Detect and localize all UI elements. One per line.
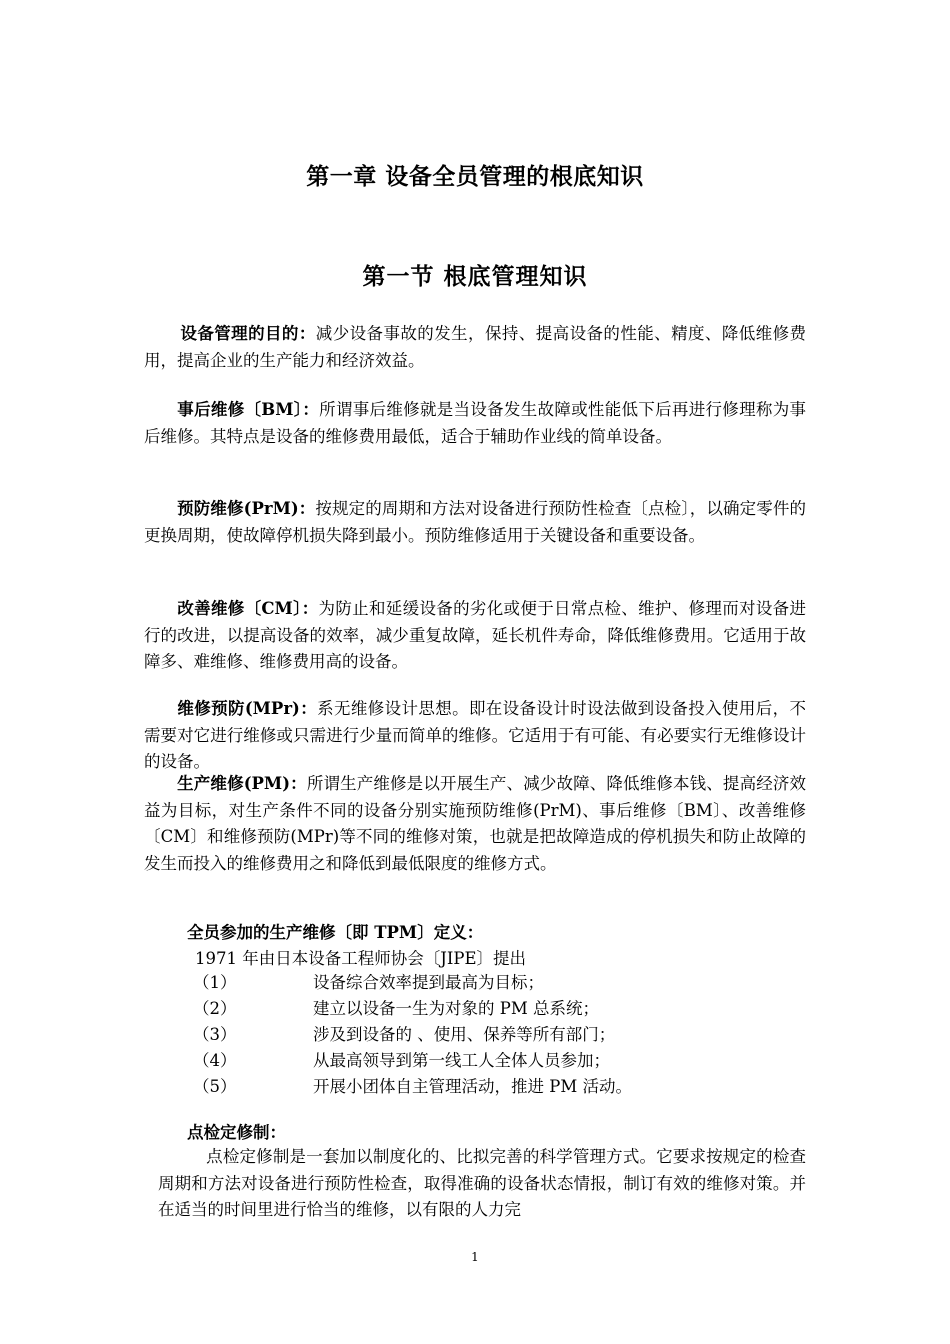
list-item — [193, 996, 632, 1022]
list-item-text: 建立以设备一生为对象的 PM 总系统； — [313, 999, 599, 1018]
list-item — [193, 970, 632, 996]
term-prm: 预防维修(PrM)： — [177, 499, 316, 518]
list-item-number: （4） — [193, 1051, 237, 1070]
chapter-title: 第一章 设备全员管理的根底知识 — [306, 164, 644, 190]
term-purpose: 设备管理的目的： — [180, 324, 316, 343]
text-bm: 所谓事后维修就是当设备发生故障或性能低下后再进行修理称为事后维修。其特点是设备的维修费用最低，适合于辅助作业线的简单设备。 — [144, 400, 807, 446]
text-prm: 按规定的周期和方法对设备进行预防性检查〔点检〕，以确定零件的更换周期，使故障停机损失降到最小。预防维修适用于关键设备和重要设备。 — [144, 499, 806, 545]
dianjian-paragraph — [158, 1144, 806, 1224]
term-bm: 事后维修〔BM〕： — [177, 400, 320, 419]
list-item-number: （1） — [193, 973, 237, 992]
term-pm: 生产维修(PM)： — [177, 774, 307, 793]
dianjian-title: 点检定修制： — [187, 1123, 286, 1142]
paragraph-cm — [144, 596, 806, 676]
list-item — [193, 1022, 632, 1048]
list-item-number: （5） — [193, 1077, 237, 1096]
paragraph-bm — [144, 397, 806, 450]
paragraph-prm — [144, 496, 806, 549]
paragraph-pm — [144, 771, 806, 877]
list-item — [193, 1048, 632, 1074]
list-item-number: （2） — [193, 999, 237, 1018]
term-mpr: 维修预防(MPr)： — [177, 699, 318, 718]
tpm-list — [193, 970, 632, 1100]
dianjian-text: 点检定修制是一套加以制度化的、比拟完善的科学管理方式。它要求按规定的检查周期和方法对设备进行预防性检查，取得准确的设备状态情报，制订有效的维修对策。并在适当的时间里进行恰当的维修，以有限的人力完 — [158, 1147, 806, 1219]
text-mpr: 系无维修设计思想。即在设备设计时设法做到设备投入使用后，不需要对它进行维修或只需进行少量而简单的维修。它适用于有可能、有必要实行无维修设计的设备。 — [144, 699, 807, 771]
list-item-text: 开展小团体自主管理活动，推进 PM 活动。 — [313, 1077, 632, 1096]
text-pm: 所谓生产维修是以开展生产、减少故障、降低维修本钱、提高经济效益为目标，对生产条件不同的设备分别实施预防维修(PrM)、事后维修〔BM〕、改善维修〔CM〕和维修预防(MPr)等不同的维修对策，也就是把故障造成的停机损失和防止故障的发生而投入的维修费用之和降低到最低限度的维修方式。 — [144, 774, 807, 873]
text-purpose: 减少设备事故的发生，保持、提高设备的性能、精度、降低维修费用，提高企业的生产能力和经济效益。 — [144, 324, 807, 370]
paragraph-mpr — [144, 696, 806, 776]
page-number: 1 — [471, 1250, 479, 1264]
section-title: 第一节 根底管理知识 — [362, 264, 588, 290]
text-cm: 为防止和延缓设备的劣化或便于日常点检、维护、修理而对设备进行的改进，以提高设备的效率，减少重复故障，延长机件寿命，降低维修费用。它适用于故障多、难维修、维修费用高的设备。 — [144, 599, 806, 671]
list-item-text: 涉及到设备的 、使用、保养等所有部门； — [313, 1025, 616, 1044]
list-item-text: 设备综合效率提到最高为目标； — [313, 973, 544, 992]
term-cm: 改善维修〔CM〕： — [177, 599, 319, 618]
list-item-text: 从最高领导到第一线工人全体人员参加； — [313, 1051, 610, 1070]
tpm-title: 全员参加的生产维修〔即 TPM〕定义： — [187, 923, 484, 942]
tpm-origin: 1971 年由日本设备工程师协会〔JIPE〕提出 — [195, 949, 527, 968]
paragraph-purpose — [144, 321, 806, 374]
list-item — [193, 1074, 632, 1100]
list-item-number: （3） — [193, 1025, 237, 1044]
